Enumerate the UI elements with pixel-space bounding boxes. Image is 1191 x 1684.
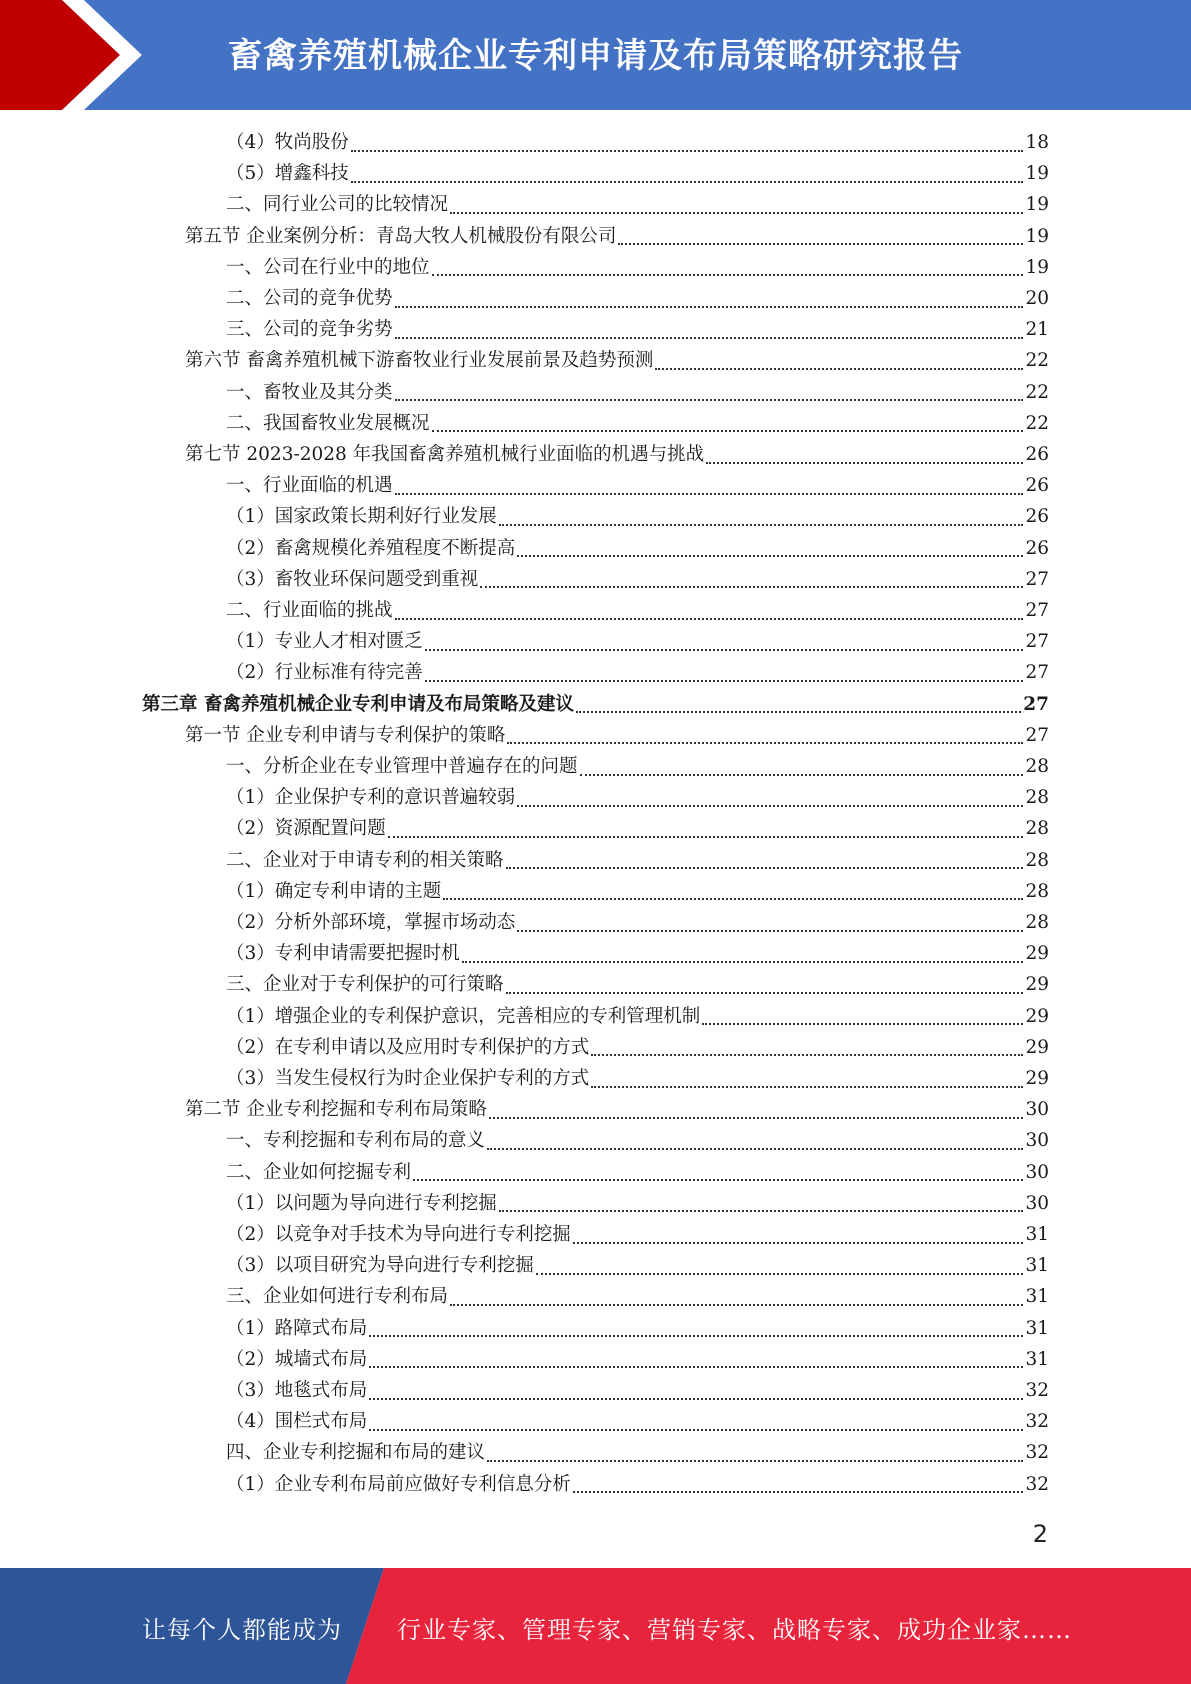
toc-leader-dots xyxy=(517,805,1023,807)
toc-leader-dots xyxy=(462,961,1024,963)
toc-entry-page: 26 xyxy=(1025,537,1049,559)
toc-entry-title: （1）增强企业的专利保护意识，完善相应的专利管理机制 xyxy=(226,1005,701,1027)
toc-entry[interactable] xyxy=(226,1469,1049,1500)
toc-entry[interactable] xyxy=(185,345,1049,376)
toc-entry-title: 第二节 企业专利挖掘和专利布局策略 xyxy=(185,1099,487,1121)
toc-entry-title: （2）城墙式布局 xyxy=(226,1348,368,1370)
toc-leader-dots xyxy=(580,774,1024,776)
toc-entry[interactable] xyxy=(226,1063,1049,1094)
toc-entry-title: 二、企业对于申请专利的相关策略 xyxy=(226,849,504,871)
toc-entry[interactable] xyxy=(226,1250,1049,1281)
toc-entry-page: 31 xyxy=(1025,1286,1049,1308)
toc-entry-page: 26 xyxy=(1025,506,1049,528)
toc-entry-title: 一、畜牧业及其分类 xyxy=(226,381,393,403)
toc-leader-dots xyxy=(395,306,1024,308)
toc-entry-title: 二、公司的竞争优势 xyxy=(226,288,393,309)
toc-leader-dots xyxy=(432,274,1024,276)
toc-entry-title: （3）当发生侵权行为时企业保护专利的方式 xyxy=(226,1068,590,1089)
toc-entry-page: 29 xyxy=(1025,943,1049,965)
toc-entry[interactable] xyxy=(226,626,1049,657)
toc-entry[interactable] xyxy=(226,1157,1049,1188)
toc-entry-title: （2）分析外部环境，掌握市场动态 xyxy=(226,912,516,933)
toc-entry[interactable] xyxy=(226,1375,1049,1406)
toc-entry-page: 29 xyxy=(1025,1068,1049,1089)
toc-entry-title: （1）路障式布局 xyxy=(226,1317,368,1339)
toc-leader-dots xyxy=(487,1460,1023,1462)
toc-entry-title: 二、行业面临的挑战 xyxy=(226,600,393,621)
toc-leader-dots xyxy=(517,555,1023,557)
toc-leader-dots xyxy=(536,1273,1024,1275)
toc-entry-page: 30 xyxy=(1025,1192,1049,1214)
toc-entry-page: 31 xyxy=(1025,1224,1049,1245)
toc-entry[interactable] xyxy=(226,501,1049,532)
toc-entry-page: 26 xyxy=(1025,475,1049,497)
toc-leader-dots xyxy=(706,462,1023,464)
toc-entry-title: 三、企业对于专利保护的可行策略 xyxy=(226,974,504,996)
toc-entry[interactable] xyxy=(226,751,1049,782)
toc-entry-title: 第六节 畜禽养殖机械下游畜牧业行业发展前景及趋势预测 xyxy=(185,350,654,372)
toc-entry-page: 28 xyxy=(1025,756,1049,777)
toc-entry-page: 28 xyxy=(1025,912,1049,933)
toc-leader-dots xyxy=(369,1366,1023,1368)
toc-entry[interactable] xyxy=(226,782,1049,813)
toc-entry-title: （2）在专利申请以及应用时专利保护的方式 xyxy=(226,1036,590,1058)
toc-leader-dots xyxy=(576,711,1021,713)
toc-leader-dots xyxy=(369,1335,1023,1337)
toc-entry[interactable] xyxy=(226,1188,1049,1219)
toc-entry-title: 三、企业如何进行专利布局 xyxy=(226,1286,449,1308)
toc-entry-title: 第三章 畜禽养殖机械企业专利申请及布局策略及建议 xyxy=(142,693,574,715)
toc-entry-page: 21 xyxy=(1025,319,1049,341)
toc-leader-dots xyxy=(702,1023,1023,1025)
toc-leader-dots xyxy=(618,243,1023,245)
toc-entry[interactable] xyxy=(226,127,1049,158)
toc-entry-title: 二、企业如何挖掘专利 xyxy=(226,1161,412,1183)
toc-leader-dots xyxy=(480,586,1023,588)
footer-band xyxy=(0,1568,1191,1684)
toc-entry-title: （1）国家政策长期利好行业发展 xyxy=(226,506,497,528)
toc-entry-page: 32 xyxy=(1025,1442,1049,1464)
toc-entry-title: （1）企业保护专利的意识普遍较弱 xyxy=(226,787,516,809)
toc-entry[interactable] xyxy=(226,408,1049,439)
chevron-arrow-icon xyxy=(0,0,160,110)
toc-entry-page: 29 xyxy=(1025,1005,1049,1027)
toc-entry-title: 第一节 企业专利申请与专利保护的策略 xyxy=(185,724,506,746)
toc-entry-page: 22 xyxy=(1025,412,1049,434)
toc-entry[interactable] xyxy=(226,845,1049,876)
toc-entry[interactable] xyxy=(226,283,1049,314)
toc-entry-title: （2）行业标准有待完善 xyxy=(226,662,423,684)
toc-entry-title: 一、专利挖掘和专利布局的意义 xyxy=(226,1130,486,1152)
toc-entry[interactable] xyxy=(226,158,1049,189)
toc-leader-dots xyxy=(573,1491,1024,1493)
toc-entry-title: （3）地毯式布局 xyxy=(226,1380,368,1401)
toc-entry[interactable] xyxy=(226,533,1049,564)
toc-entry[interactable] xyxy=(226,969,1049,1000)
toc-entry[interactable] xyxy=(226,470,1049,501)
toc-entry[interactable] xyxy=(226,1406,1049,1437)
toc-entry[interactable] xyxy=(226,1344,1049,1375)
toc-entry-title: 第七节 2023-2028 年我国畜禽养殖机械行业面临的机遇与挑战 xyxy=(185,444,705,465)
toc-entry-page: 27 xyxy=(1023,693,1049,715)
toc-leader-dots xyxy=(450,1304,1023,1306)
toc-entry[interactable] xyxy=(185,1094,1049,1125)
toc-entry[interactable] xyxy=(226,252,1049,283)
toc-leader-dots xyxy=(487,1148,1023,1150)
toc-entry-title: 四、企业专利挖掘和布局的建议 xyxy=(226,1442,486,1464)
toc-entry-title: （5）增鑫科技 xyxy=(226,163,349,185)
toc-leader-dots xyxy=(388,836,1024,838)
toc-entry-title: （4）围栏式布局 xyxy=(226,1411,368,1433)
toc-entry-page: 28 xyxy=(1025,787,1049,809)
toc-leader-dots xyxy=(573,1242,1024,1244)
toc-entry[interactable] xyxy=(226,1281,1049,1312)
toc-entry[interactable] xyxy=(226,1001,1049,1032)
toc-entry-page: 27 xyxy=(1025,724,1049,746)
toc-entry-page: 27 xyxy=(1025,662,1049,684)
toc-leader-dots xyxy=(517,930,1023,932)
toc-entry-title: 一、公司在行业中的地位 xyxy=(226,256,430,278)
toc-entry[interactable] xyxy=(226,1125,1049,1156)
toc-entry-title: 二、同行业公司的比较情况 xyxy=(226,194,449,216)
toc-entry[interactable] xyxy=(226,1313,1049,1344)
toc-entry-page: 22 xyxy=(1025,350,1049,372)
toc-entry-page: 27 xyxy=(1025,631,1049,653)
toc-entry-page: 29 xyxy=(1025,1036,1049,1058)
toc-entry-title: （2）以竞争对手技术为导向进行专利挖掘 xyxy=(226,1224,571,1245)
toc-entry-page: 28 xyxy=(1025,880,1049,902)
toc-leader-dots xyxy=(413,1179,1023,1181)
toc-entry[interactable] xyxy=(226,657,1049,688)
toc-entry[interactable] xyxy=(226,564,1049,595)
toc-entry-page: 30 xyxy=(1025,1099,1049,1121)
toc-entry[interactable] xyxy=(226,595,1049,626)
toc-entry-page: 28 xyxy=(1025,849,1049,871)
toc-entry-page: 31 xyxy=(1025,1255,1049,1277)
toc-entry-page: 22 xyxy=(1025,381,1049,403)
page-number: 2 xyxy=(1032,1520,1048,1548)
toc-entry[interactable] xyxy=(226,189,1049,220)
toc-leader-dots xyxy=(395,493,1024,495)
toc-entry-page: 32 xyxy=(1025,1473,1049,1495)
toc-entry[interactable] xyxy=(226,907,1049,938)
toc-entry[interactable] xyxy=(226,813,1049,844)
toc-leader-dots xyxy=(489,1117,1024,1119)
toc-entry-title: （4）牧尚股份 xyxy=(226,132,349,153)
toc-entry-page: 19 xyxy=(1025,194,1049,216)
toc-entry[interactable] xyxy=(185,221,1049,252)
toc-entry-page: 19 xyxy=(1025,163,1049,185)
toc-entry-title: （3）专利申请需要把握时机 xyxy=(226,943,460,965)
toc-leader-dots xyxy=(425,680,1024,682)
toc-entry-page: 32 xyxy=(1025,1380,1049,1401)
toc-entry-title: （2）畜禽规模化养殖程度不断提高 xyxy=(226,537,516,559)
toc-leader-dots xyxy=(655,368,1023,370)
toc-entry-page: 32 xyxy=(1025,1411,1049,1433)
toc-entry-page: 30 xyxy=(1025,1161,1049,1183)
toc-entry[interactable] xyxy=(226,876,1049,907)
toc-leader-dots xyxy=(499,1210,1024,1212)
toc-leader-dots xyxy=(450,212,1023,214)
toc-entry-title: 第五节 企业案例分析：青岛大牧人机械股份有限公司 xyxy=(185,225,617,247)
toc-entry-page: 31 xyxy=(1025,1348,1049,1370)
toc-entry-page: 27 xyxy=(1025,568,1049,590)
toc-leader-dots xyxy=(432,430,1024,432)
toc-entry-title: 一、分析企业在专业管理中普遍存在的问题 xyxy=(226,756,578,777)
toc-entry-page: 29 xyxy=(1025,974,1049,996)
toc-leader-dots xyxy=(591,1086,1023,1088)
toc-entry-title: （1）确定专利申请的主题 xyxy=(226,880,442,902)
toc-entry-title: （3）以项目研究为导向进行专利挖掘 xyxy=(226,1255,534,1277)
toc-entry[interactable] xyxy=(226,1437,1049,1468)
toc-leader-dots xyxy=(499,524,1024,526)
toc-leader-dots xyxy=(369,1429,1023,1431)
toc-entry-page: 31 xyxy=(1025,1317,1049,1339)
toc-leader-dots xyxy=(425,649,1024,651)
toc-entry-page: 27 xyxy=(1025,600,1049,621)
toc-leader-dots xyxy=(395,618,1024,620)
toc-entry-title: （1）以问题为导向进行专利挖掘 xyxy=(226,1192,497,1214)
footer-slogan-left: 让每个人都能成为 xyxy=(142,1616,342,1644)
toc-entry-title: 二、我国畜牧业发展概况 xyxy=(226,412,430,434)
toc-leader-dots xyxy=(506,992,1024,994)
toc-entry-title: （1）企业专利布局前应做好专利信息分析 xyxy=(226,1473,571,1495)
report-title: 畜禽养殖机械企业专利申请及布局策略研究报告 xyxy=(228,36,963,76)
footer-slogan-right: 行业专家、管理专家、营销专家、战略专家、成功企业家…… xyxy=(397,1616,1072,1644)
toc-entry[interactable] xyxy=(185,720,1049,751)
toc-entry[interactable] xyxy=(226,1219,1049,1250)
toc-entry[interactable] xyxy=(226,1032,1049,1063)
toc-entry-title: （3）畜牧业环保问题受到重视 xyxy=(226,568,479,590)
toc-entry[interactable] xyxy=(226,314,1049,345)
toc-entry[interactable] xyxy=(226,938,1049,969)
toc-leader-dots xyxy=(395,337,1024,339)
toc-leader-dots xyxy=(351,150,1024,152)
toc-entry-page: 26 xyxy=(1025,444,1049,465)
toc-entry-page: 20 xyxy=(1025,288,1049,309)
toc-leader-dots xyxy=(395,399,1024,401)
toc-entry-page: 28 xyxy=(1025,818,1049,840)
toc-entry-title: 三、公司的竞争劣势 xyxy=(226,319,393,341)
toc-entry-page: 30 xyxy=(1025,1130,1049,1152)
header-band xyxy=(0,0,1191,110)
toc-leader-dots xyxy=(506,867,1024,869)
toc-entry-title: 一、行业面临的机遇 xyxy=(226,475,393,497)
toc-entry-page: 18 xyxy=(1025,132,1049,153)
toc-leader-dots xyxy=(591,1054,1023,1056)
toc-leader-dots xyxy=(443,898,1023,900)
toc-entry-title: （1）专业人才相对匮乏 xyxy=(226,631,423,653)
toc-entry[interactable] xyxy=(185,439,1049,470)
toc-leader-dots xyxy=(369,1398,1023,1400)
toc-leader-dots xyxy=(507,742,1023,744)
toc-entry-page: 19 xyxy=(1025,225,1049,247)
toc-entry-title: （2）资源配置问题 xyxy=(226,818,386,840)
toc-entry-page: 19 xyxy=(1025,256,1049,278)
toc-entry[interactable] xyxy=(142,689,1049,720)
toc-entry[interactable] xyxy=(226,377,1049,408)
toc-leader-dots xyxy=(351,181,1024,183)
